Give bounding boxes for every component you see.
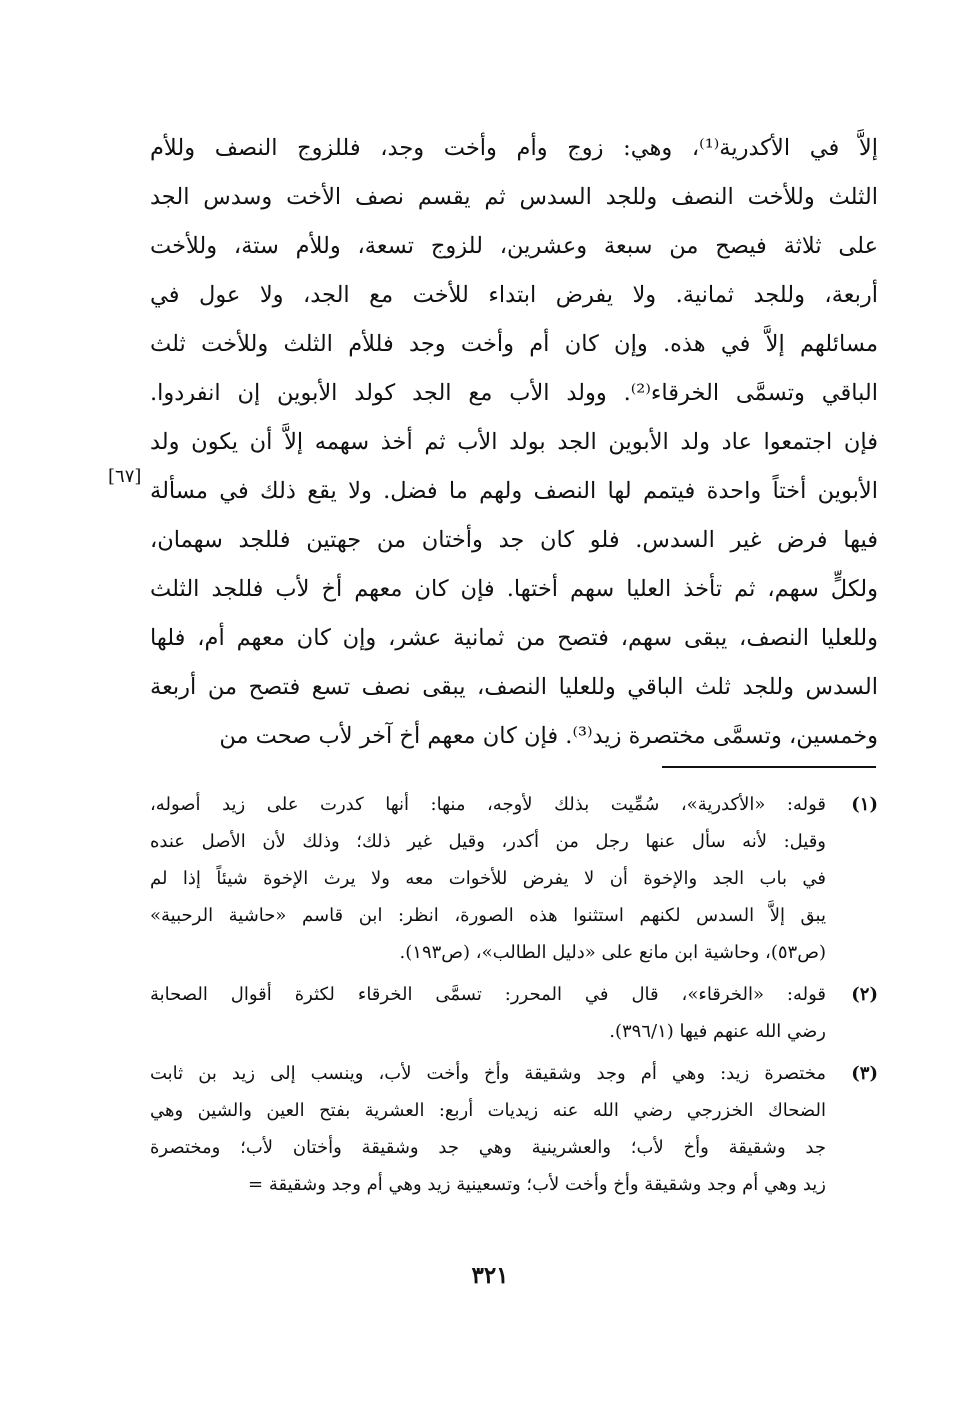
- main-text-line: وخمسين، وتسمَّى مختصرة زيد⁽³⁾. فإن كان معهم أخ آخر لأب صحت من: [219, 723, 878, 749]
- footnote-line: رضي الله عنهم فيها (٣٩٦/١).: [609, 1021, 826, 1042]
- footnote-line: الضحاك الخزرجي رضي الله عنه زيديات أربع: العشرية بفتح العين والشين وهي: [150, 1100, 826, 1121]
- footnote-line: يبق إلاَّ السدس لكنهم استثنوا هذه الصورة، انظر: ابن قاسم «حاشية الرحبية»: [150, 905, 826, 926]
- footnote-line: في باب الجد والإخوة أن لا يفرض للأخوات معه ولا يرث الإخوة شيئاً إذا لم: [150, 868, 826, 889]
- main-text-line: الباقي وتسمَّى الخرقاء⁽²⁾. وولد الأب مع الجد كولد الأبوين إن انفردوا.: [150, 380, 878, 406]
- footnote-separator: [662, 766, 876, 768]
- footnote-number: (١): [851, 794, 878, 815]
- footnote-2: [150, 976, 878, 1050]
- main-text-line: مسائلهم إلاَّ في هذه. وإن كان أم وأخت وجد فللأم الثلث وللأخت ثلث: [150, 331, 878, 357]
- main-text-line: على ثلاثة فيصح من سبعة وعشرين، للزوج تسعة، وللأم ستة، وللأخت: [150, 233, 878, 259]
- main-text-line: وللعليا النصف، يبقى سهم، فتصح من ثمانية عشر، وإن كان معهم أم، فلها: [150, 625, 878, 651]
- footnote-line: زيد وهي أم وجد وشقيقة وأخ وأخت لأب؛ وتسعينية زيد وهي أم وجد وشقيقة =: [248, 1174, 826, 1195]
- footnote-line: قوله: «الخرقاء»، قال في المحرر: تسمَّى الخرقاء لكثرة أقوال الصحابة: [150, 984, 826, 1005]
- main-text-line: إلاَّ في الأكدرية⁽¹⁾، وهي: زوج وأم وأخت وجد، فللزوج النصف وللأم: [150, 135, 878, 161]
- main-text-line: الثلث وللأخت النصف وللجد السدس ثم يقسم نصف الأخت وسدس الجد: [150, 184, 878, 210]
- footnote-3: [150, 1055, 878, 1203]
- footnote-number: (٣): [851, 1063, 878, 1084]
- main-text-line: ولكلٍّ سهم، ثم تأخذ العليا سهم أختها. فإن كان معهم أخ لأب فللجد الثلث: [150, 576, 878, 602]
- main-text-line: فيها فرض غير السدس. فلو كان جد وأختان من جهتين فللجد سهمان،: [150, 527, 878, 553]
- page-number: ٣٢١: [471, 1262, 509, 1289]
- main-text-line: الأبوين أختاً واحدة فيتمم لها النصف ولهم ما فضل. ولا يقع ذلك في مسألة: [150, 478, 878, 504]
- margin-page-reference: [٦٧]: [108, 466, 142, 487]
- footnote-line: قوله: «الأكدرية»، سُمِّيت بذلك لأوجه، منها: أنها كدرت على زيد أصوله،: [150, 794, 826, 815]
- main-text-line: أربعة، وللجد ثمانية. ولا يفرض ابتداء للأخت مع الجد، ولا عول في: [150, 282, 878, 308]
- footnote-1: [150, 786, 878, 971]
- main-text-line: السدس وللجد ثلث الباقي وللعليا النصف، يبقى نصف تسع فتصح من أربعة: [150, 674, 878, 700]
- main-text-line: فإن اجتمعوا عاد ولد الأبوين الجد بولد الأب ثم أخذ سهمه إلاَّ أن يكون ولد: [150, 429, 878, 455]
- footnote-number: (٢): [851, 984, 878, 1005]
- footnote-line: وقيل: لأنه سأل عنها رجل من أكدر، وقيل غير ذلك؛ وذلك لأن الأصل عنده: [150, 831, 826, 852]
- main-text: [150, 124, 878, 761]
- footnotes: [150, 786, 878, 1208]
- footnote-line: (ص٥٣)، وحاشية ابن مانع على «دليل الطالب»، (ص١٩٣).: [399, 942, 826, 963]
- footnote-line: مختصرة زيد: وهي أم وجد وشقيقة وأخ وأخت لأب، وينسب إلى زيد بن ثابت: [150, 1063, 826, 1084]
- footnote-line: جد وشقيقة وأخ لأب؛ والعشرينية وهي جد وشقيقة وأختان لأب؛ ومختصرة: [150, 1137, 826, 1158]
